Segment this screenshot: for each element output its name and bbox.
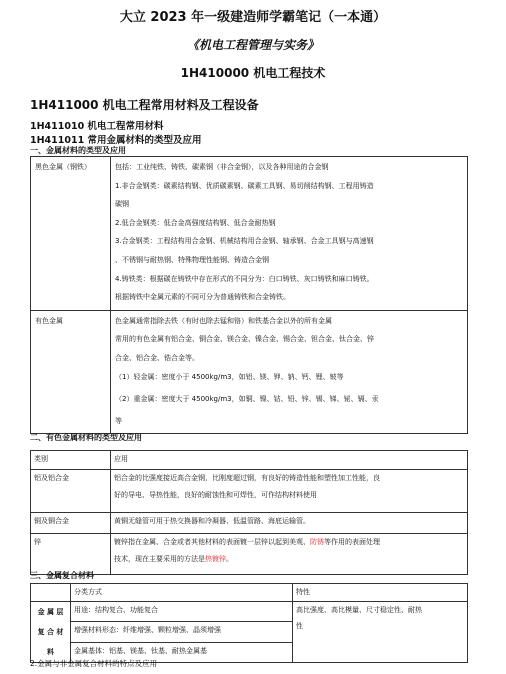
heading-level-2: 1H411010 机电工程常用材料 [30,121,164,132]
text-span: 。 [226,555,233,563]
text-line [114,551,464,569]
row-label-nonferrous: 有色金属 [31,310,111,433]
empty-header-cell [31,584,71,602]
nonferrous-table [30,450,468,575]
row-content-aluminum [111,469,468,512]
text-line: 增强材料形态：纤维增强、颗粒增强、晶须增强 [74,626,221,635]
text-line: 黄铜无缝管可用于热交换器和冷凝器、低温管路、海底运输管。 [114,516,310,525]
method-cell [71,602,293,622]
row-content-nonferrous [111,310,468,433]
table-row [31,602,468,622]
column-header-method: 分类方式 [71,584,293,602]
text-line: 4.铸铁类：根据碳在铸铁中存在形式的不同分为：白口铸铁、灰口铸铁和麻口铸铁。 [115,274,374,283]
footer-note: 2.金属与非金属复合材料的特点及应用 [30,659,158,668]
row-content-copper [111,512,468,533]
text-line: 包括：工业纯铁、铸铁、碳素钢（非合金钢），以及各种用途的合金钢 [115,163,329,171]
row-label-zinc: 锌 [31,533,111,574]
text-span: 技术，现在主要采用的方法是 [114,555,205,563]
highlight-text: 防锈 [310,537,324,546]
text-line [114,534,464,552]
row-label-ferrous: 黑色金属（钢铁） [31,157,111,311]
text-line: （1）轻金属：密度小于 4500kg/m3，如铝、镁、钾、钠、钙、锂、铍等 [115,372,344,381]
text-line: 碳钢 [115,200,129,209]
label-line: 复 合 材 [37,628,64,636]
table-header-row [31,584,468,602]
section-1-title: 一、金属材料的类型及应用 [30,146,126,155]
composite-table [30,583,468,663]
table-header-row [31,451,468,470]
document-title: 大立 2023 年一级建造师学霸笔记（一本通） [119,10,387,25]
text-line: 3.合金钢类：工程结构用合金钢、机械结构用合金钢、轴承钢、合金工具钢与高速钢 [115,237,374,246]
label-line: 料 [47,648,54,656]
table-row [31,512,468,533]
text-line: 合金、铝合金、锆合金等。 [115,353,199,362]
text-line: 好的导电、导热性能，良好的耐蚀性和可焊性，可作结构材料使用 [114,491,317,499]
feature-cell [293,602,468,663]
heading-level-1: 1H411000 机电工程常用材料及工程设备 [30,98,259,112]
chapter-title: 1H410000 机电工程技术 [180,66,326,80]
text-line: 根据铸铁中金属元素的不同可分为普通铸铁和合金铸铁。 [115,293,290,302]
row-content-ferrous [111,157,468,311]
label-line: 金 属 层 [37,608,64,616]
text-line: 性 [296,622,303,630]
text-line: 色金属通常指除去铁（有时也除去锰和铬）和铁基合金以外的所有金属 [115,316,332,325]
text-line: 金属基体：铝基、镁基、钛基、耐热金属基 [74,646,207,655]
column-header-application: 应用 [111,451,468,470]
text-span: 等作用的表面处理 [324,537,380,546]
text-line: 、不锈钢与耐热钢、特殊物理性能钢、铸造合金钢 [115,255,269,264]
highlight-text: 热镀锌 [205,555,226,563]
row-content-zinc [111,533,468,574]
text-line: 常用的有色金属有铝合金、铜合金、镁合金、镍合金、锡合金、钽合金、钛合金、锌 [115,335,374,344]
heading-level-3: 1H411011 常用金属材料的类型及应用 [30,135,202,146]
row-label-metal-composite [31,602,71,663]
text-line: 1.非合金钢类：碳素结构钢、优质碳素钢、碳素工具钢、易切削结构钢、工程用铸造 [115,181,374,190]
table-row [31,310,468,433]
section-3-title: 三、金属复合材料 [30,571,94,580]
text-line: 等 [115,416,122,425]
table-row [31,157,468,311]
method-cell [71,622,293,642]
row-label-aluminum: 铝及铝合金 [31,469,111,512]
table-row [31,533,468,574]
column-header-feature: 特性 [293,584,468,602]
text-line: 用途：结构复合、功能复合 [74,606,158,614]
text-line: （2）重金属：密度大于 4500kg/m3，如铜、镍、钴、铅、锌、锡、锑、铋、镉、汞 [115,394,379,403]
text-line: 铝合金的比强度接近高合金钢，比刚度超过钢，有良好的铸造性能和塑性加工性能，良 [114,473,380,482]
metal-types-table [30,156,468,434]
text-line: 高比强度、高比模量、尺寸稳定性、耐热 [296,606,422,614]
section-2-title: 二、有色金属材料的类型及应用 [30,433,142,442]
text-line: 2.低合金钢类：低合金高强度结构钢、低合金耐热钢 [115,218,276,227]
column-header-category: 类别 [31,451,111,470]
row-label-copper: 铜及铜合金 [31,512,111,533]
document-subtitle: 《机电工程管理与实务》 [186,38,319,52]
table-row [31,469,468,512]
text-span: 镀锌指在金属、合金或者其他材料的表面镀一层锌以起到美观、 [114,537,310,546]
